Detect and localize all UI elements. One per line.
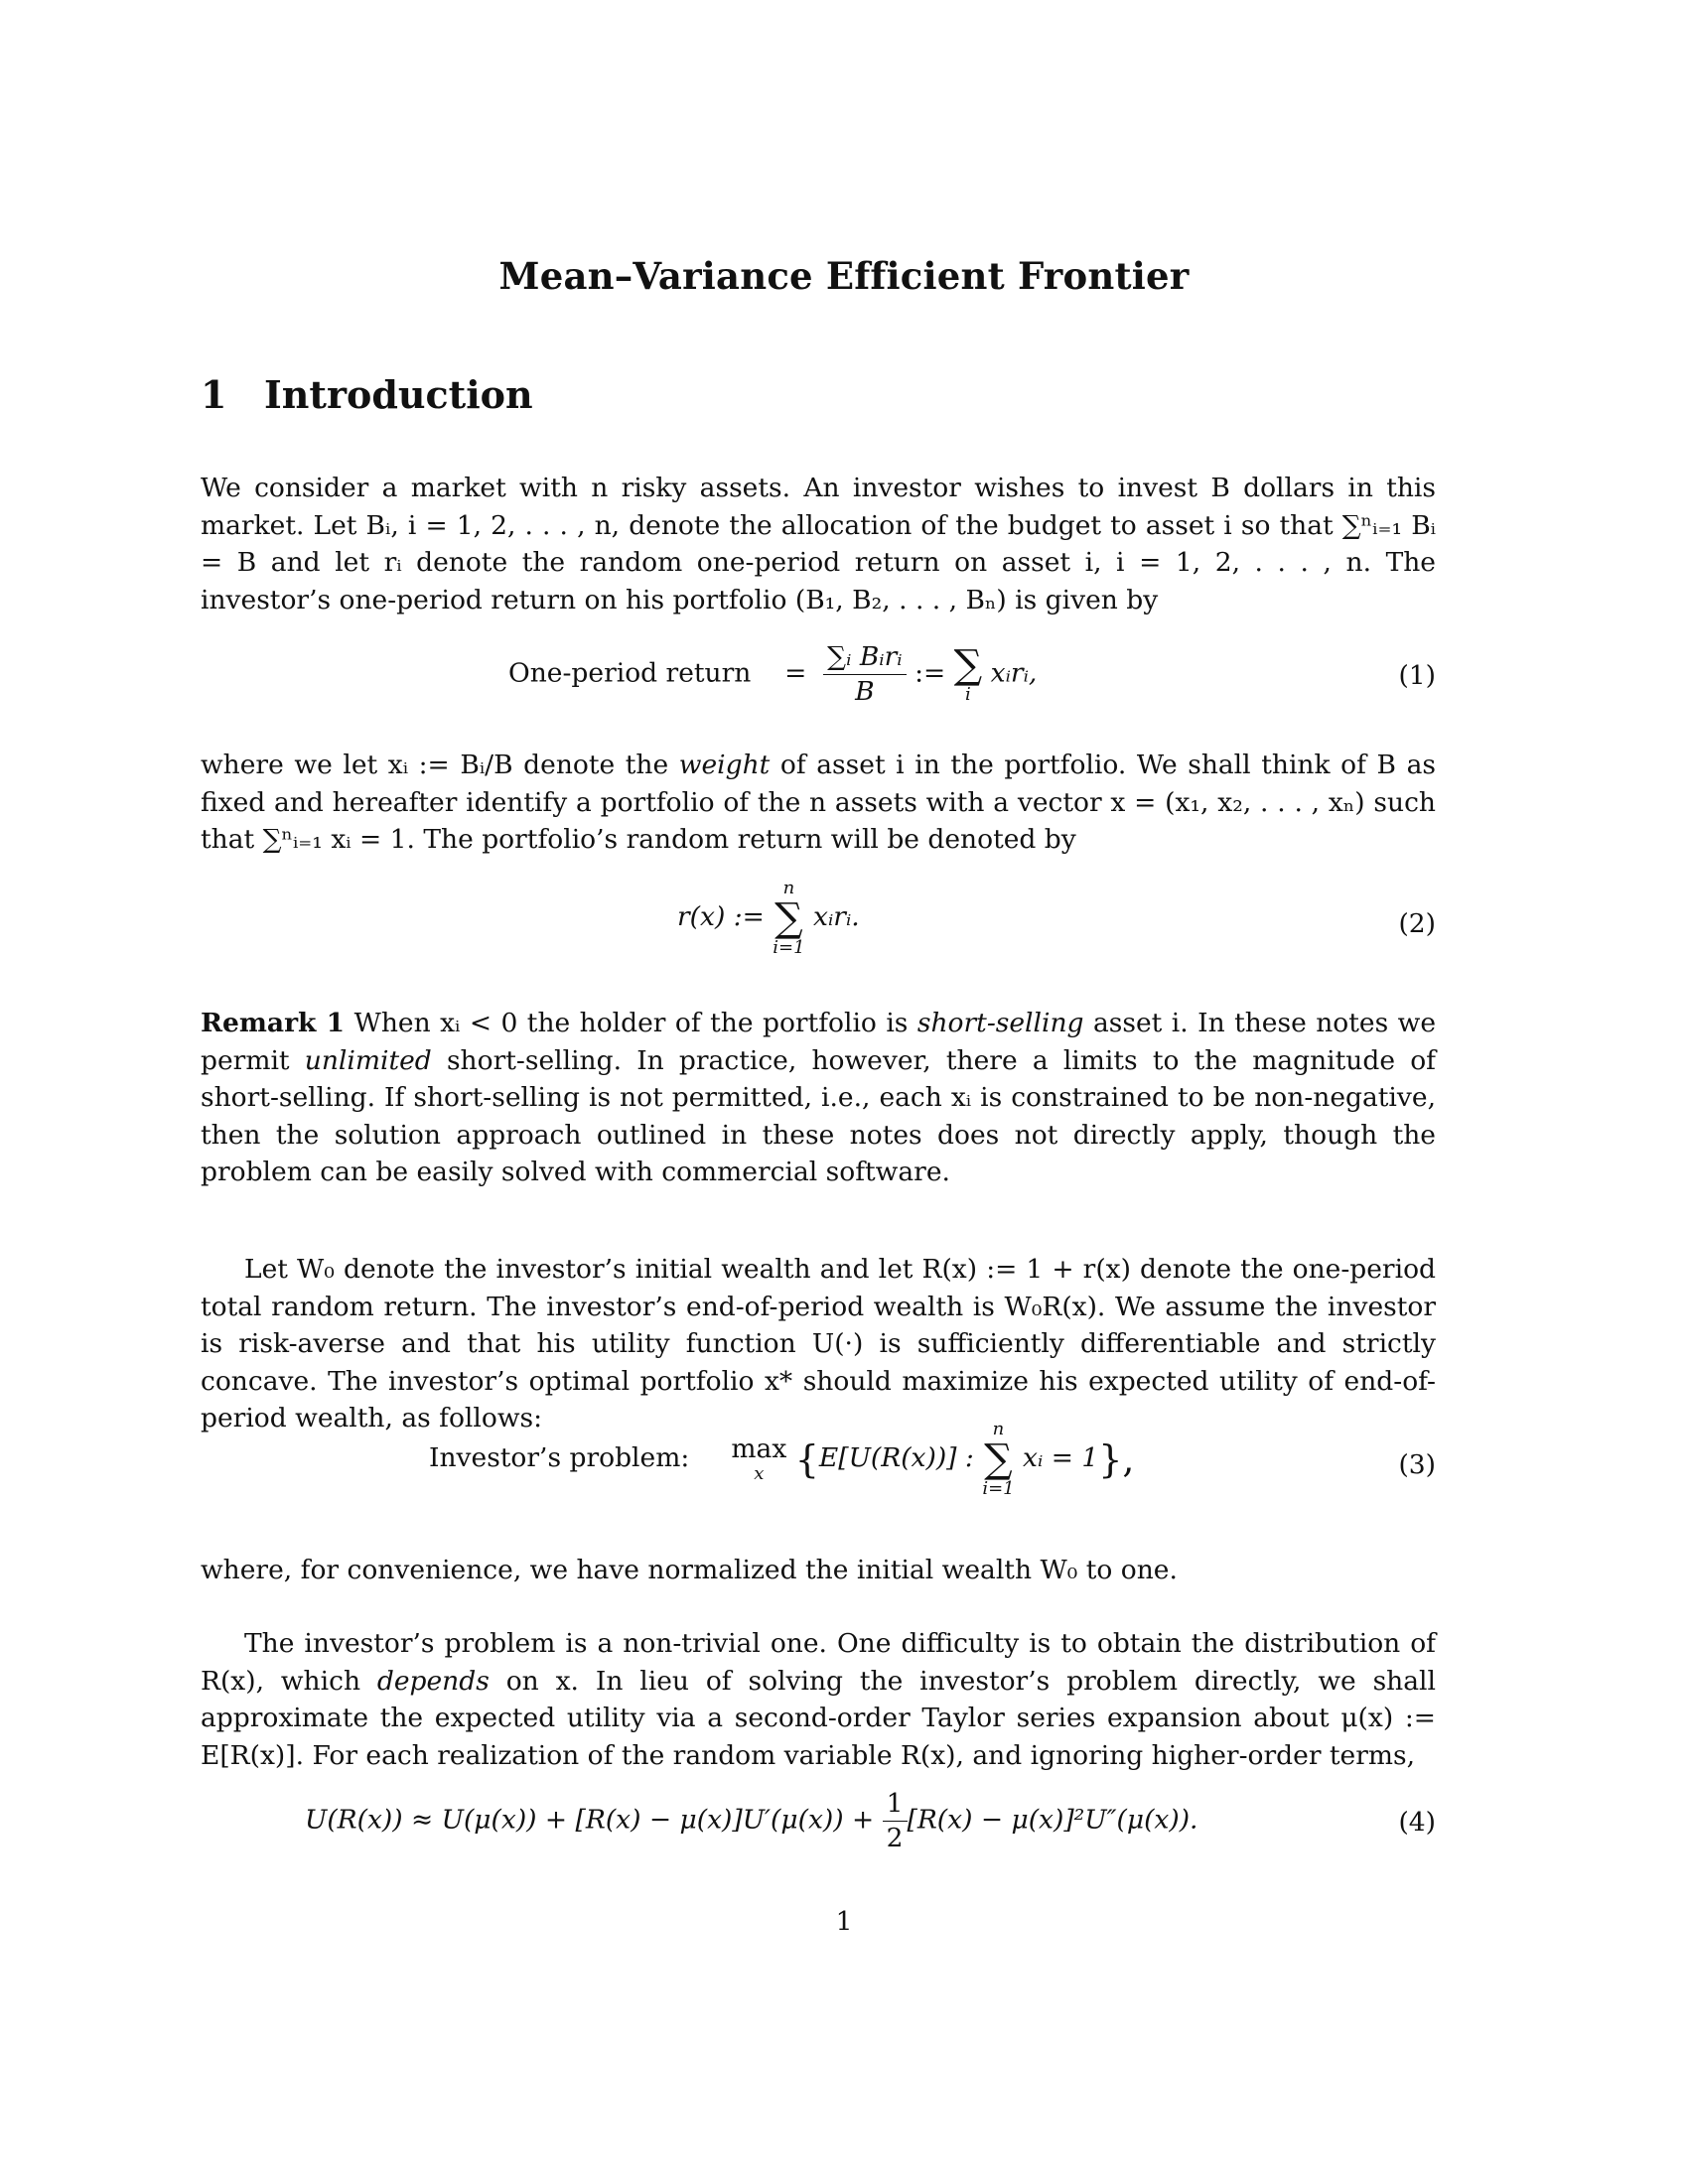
eq3-open-brace: { bbox=[794, 1437, 819, 1481]
paragraph-taylor-emphasis: depends bbox=[376, 1665, 490, 1697]
eq1-fraction bbox=[823, 640, 906, 709]
paragraph-intro bbox=[201, 470, 1436, 618]
paragraph-taylor bbox=[201, 1625, 1436, 1774]
paragraph-utility bbox=[201, 1251, 1436, 1437]
eq3-max-op: max bbox=[731, 1433, 787, 1464]
document-title: Mean–Variance Efficient Frontier bbox=[498, 254, 1190, 298]
section-heading bbox=[201, 372, 533, 417]
paragraph-weights-text-b: of asset i in the portfolio. We shall think of B as fixed and hereafter identify a portfolio of the n assets with a vector x = (x₁, x₂, . . . , xₙ) such that ∑ⁿᵢ₌₁ xᵢ = 1. The portfolio’s random return will be denoted by bbox=[201, 750, 1436, 855]
eq1-sum-lower: i bbox=[965, 683, 971, 705]
paragraph-utility-text: Let W₀ denote the investor’s initial wealth and let R(x) := 1 + r(x) denote the one-period total random return. The investor’s end-of-period wealth is W₀R(x). We assume the investor is risk-averse and that his utility function U(·) is sufficiently differentiable and strictly concave. The investor’s optimal portfolio x* should maximize his expected utility of end-of-period wealth, as follows: bbox=[201, 1254, 1436, 1433]
paragraph-intro-text: We consider a market with n risky assets. An investor wishes to invest B dollars in this market. Let Bᵢ, i = 1, 2, . . . , n, denote the allocation of the budget to asset i so that ∑ⁿᵢ₌₁ Bᵢ = B and let rᵢ denote the random one-period return on asset i, i = 1, 2, . . . , n. The investor’s one-period return on his portfolio (B₁, B₂, . . . , Bₙ) is given by bbox=[201, 473, 1436, 615]
paragraph-normalize-text: where, for convenience, we have normalized the initial wealth W₀ to one. bbox=[201, 1555, 1178, 1585]
eq4-lhs: U(R(x)) ≈ U(μ(x)) + [R(x) − μ(x)]U′(μ(x)) + bbox=[305, 1804, 875, 1836]
eq4-rest: [R(x) − μ(x)]²U″(μ(x)). bbox=[907, 1804, 1198, 1836]
remark-1 bbox=[201, 1005, 1436, 1191]
remark-text-b: asset i. In these notes we permit bbox=[201, 1008, 1437, 1076]
eq1-label: One-period return bbox=[508, 657, 752, 689]
equation-3-body bbox=[429, 1420, 1135, 1499]
eq3-close-brace: }, bbox=[1098, 1437, 1135, 1481]
eq1-numerator: ∑ᵢ Bᵢrᵢ bbox=[823, 640, 906, 675]
eq4-half-den: 2 bbox=[886, 1823, 904, 1853]
eq1-number: (1) bbox=[1398, 660, 1436, 691]
paragraph-weights-emphasis: weight bbox=[678, 750, 771, 780]
eq3-label: Investor’s problem: bbox=[429, 1442, 690, 1473]
eq3-max-sub: x bbox=[754, 1463, 765, 1484]
equation-4 bbox=[201, 1787, 1436, 1866]
eq2-number: (2) bbox=[1398, 908, 1436, 939]
eq3-expr: E[U(R(x))] : bbox=[818, 1442, 974, 1473]
section-title: Introduction bbox=[264, 372, 533, 417]
remark-text-a: When xᵢ < 0 the holder of the portfolio is bbox=[345, 1008, 917, 1038]
eq2-lhs: r(x) := bbox=[677, 901, 765, 932]
eq2-rhs: xᵢrᵢ. bbox=[813, 901, 860, 932]
eq4-half bbox=[883, 1787, 908, 1855]
eq2-sum-lower: i=1 bbox=[773, 937, 805, 958]
eq2-sum bbox=[773, 879, 804, 958]
eq3-max bbox=[731, 1434, 786, 1484]
eq3-sum-upper: n bbox=[992, 1419, 1005, 1439]
eq2-sum-upper: n bbox=[782, 878, 795, 898]
paragraph-weights-text-a: where we let xᵢ := Bᵢ/B denote the bbox=[201, 750, 679, 780]
section-number: 1 bbox=[201, 372, 227, 417]
eq3-sum-lower: i=1 bbox=[982, 1478, 1015, 1499]
eq1-rhs: xᵢrᵢ, bbox=[990, 657, 1038, 689]
equation-2 bbox=[201, 879, 1436, 978]
eq4-half-num: 1 bbox=[883, 1787, 908, 1822]
remark-label: Remark 1 bbox=[201, 1008, 346, 1038]
page-number: 1 bbox=[835, 1906, 853, 1937]
paragraph-taylor-text-b: on x. In lieu of solving the investor’s problem directly, we shall approximate the expected utility via a second-order Taylor series expansion about μ(x) := E[R(x)]. For each realization of the random variable R(x), and ignoring higher-order terms, bbox=[201, 1665, 1436, 1771]
remark-text-c: short-selling. In practice, however, there a limits to the magnitude of short-selling. If short-selling is not permitted, i.e., each xᵢ is constrained to be non-negative, then the solution approach outlined in these notes does not directly apply, though the problem can be easily solved with commercial software. bbox=[201, 1044, 1436, 1187]
paragraph-normalize bbox=[201, 1552, 1436, 1589]
eq3-number: (3) bbox=[1398, 1449, 1436, 1480]
remark-emphasis-1: short-selling bbox=[916, 1008, 1084, 1038]
equation-4-body bbox=[305, 1787, 1197, 1855]
eq3-sum-symbol: ∑ bbox=[984, 1436, 1013, 1482]
paragraph-weights bbox=[201, 747, 1436, 859]
eq3-constraint: xᵢ = 1 bbox=[1023, 1442, 1099, 1473]
equation-3 bbox=[201, 1420, 1436, 1519]
equation-2-body bbox=[677, 879, 860, 958]
eq1-sum-symbol: ∑ bbox=[953, 641, 983, 688]
paragraph-taylor-text-a: The investor’s problem is a non-trivial one. One difficulty is to obtain the distribution of R(x), which bbox=[201, 1628, 1436, 1697]
eq1-denominator: B bbox=[855, 676, 875, 707]
eq1-equals: = bbox=[784, 657, 807, 689]
eq2-sum-symbol: ∑ bbox=[774, 895, 803, 941]
remark-emphasis-2: unlimited bbox=[304, 1044, 432, 1076]
eq1-sum bbox=[953, 641, 983, 705]
eq1-defn: := bbox=[914, 657, 946, 689]
eq3-sum bbox=[982, 1420, 1014, 1499]
eq4-number: (4) bbox=[1398, 1807, 1436, 1838]
equation-1 bbox=[201, 640, 1436, 730]
equation-1-body bbox=[508, 640, 1037, 709]
